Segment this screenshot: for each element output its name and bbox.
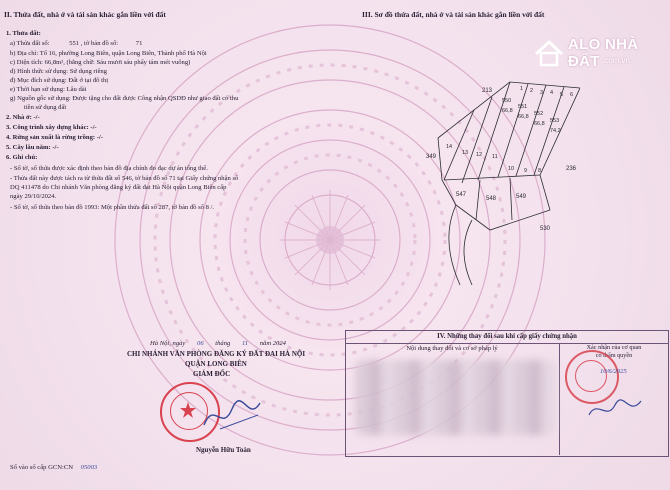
road-edge (449, 205, 460, 285)
parcel-area: c) Diện tích: 66,8m², (bằng chữ: Sáu mươi sáu phẩy tám mét vuông) (10, 59, 191, 66)
map-vertex: 2 (530, 88, 534, 94)
map-vertex: 4 (550, 90, 554, 96)
map-sheet-label: , tờ bản đồ số: (80, 40, 119, 47)
map-vertex: 1 (520, 86, 524, 92)
map-vertex: 8 (538, 168, 542, 174)
signer-title: GIÁM ĐỐC (193, 370, 231, 378)
date-month: 11 (241, 340, 249, 347)
parcel-divider (516, 85, 546, 176)
register-number (10, 464, 97, 471)
parcel-map (420, 70, 580, 290)
register-label: Số vào sổ cấp GCN:CN (10, 464, 74, 471)
map-boundary-bottom (456, 205, 550, 230)
register-value: 05003 (80, 464, 98, 471)
map-vertex: 13 (462, 150, 469, 156)
parcel-number-label: a) Thửa đất số: (10, 40, 50, 47)
notes-heading: 6. Ghi chú: (6, 154, 38, 161)
map-label: 74,2 (550, 128, 561, 134)
issue-date (150, 340, 286, 347)
parcel-number: 551 (69, 40, 80, 47)
issuing-office: CHI NHÁNH VĂN PHÒNG ĐĂNG KÝ ĐẤT ĐAI HÀ NỘI (127, 350, 306, 358)
map-vertex: 6 (570, 92, 574, 98)
date-day: 06 (197, 340, 204, 347)
house-heading: 2. Nhà ở: -/- (6, 114, 40, 121)
map-label: 553 (550, 118, 560, 124)
parcel-address: b) Địa chỉ: Tổ 16, phường Long Biên, quận Long Biên, Thành phố Hà Nội (10, 50, 207, 57)
changes-title: IV. Những thay đổi sau khi cấp giấy chứng nhận (346, 331, 668, 344)
map-label: 349 (426, 154, 437, 160)
authority-header-line-1: Xác nhận của cơ quan (586, 344, 642, 351)
use-form: d) Hình thức sử dụng: Sử dụng riêng (10, 68, 107, 75)
parcel-baseline (444, 175, 540, 180)
map-vertex: 12 (476, 152, 483, 158)
map-vertex: 14 (446, 144, 453, 150)
map-label: 551 (518, 104, 528, 110)
use-origin-cont: tiền sử dụng đất (24, 104, 67, 111)
map-label: 550 (502, 98, 512, 104)
change-stamp-inner (575, 360, 607, 392)
parcel-number-line (10, 40, 142, 47)
map-label: 213 (482, 88, 493, 94)
map-label: 66,8 (518, 114, 529, 120)
signer-name: Nguyễn Hữu Toàn (196, 446, 251, 454)
parcel-divider (462, 97, 492, 183)
map-label: 66,8 (534, 121, 545, 127)
map-vertex: 9 (524, 168, 528, 174)
map-sheet-number: 71 (135, 40, 143, 47)
issuing-district: QUẬN LONG BIÊN (185, 360, 247, 368)
map-vertex: 11 (492, 154, 498, 160)
note-2-line-2: DQ 411478 do Chi nhánh Văn phòng đăng ký đất đai Hà Nội quận Long Biên cấp (10, 184, 227, 191)
watermark-domain: .com.vn (602, 56, 631, 65)
date-year: 2024 (272, 340, 286, 347)
map-boundary-right (540, 88, 580, 210)
use-origin: g) Nguồn gốc sử dụng: Được tặng cho đất được Công nhận QSDĐ như giao đất có thu (10, 95, 239, 102)
map-label: 552 (534, 111, 544, 117)
date-year-label: năm (259, 340, 272, 347)
map-vertex: 5 (560, 92, 564, 98)
map-label: 547 (456, 192, 467, 198)
date-place: Hà Nội, ngày (150, 340, 186, 347)
parcel-divider (478, 82, 510, 180)
parcel-heading: 1. Thửa đất: (6, 30, 41, 37)
change-date: 10/6/2025 (600, 368, 627, 375)
map-label: 549 (516, 194, 527, 200)
map-vertex: 3 (540, 90, 544, 96)
parcel-divider (476, 180, 480, 220)
map-vertex: 10 (508, 166, 515, 172)
map-label: 66,8 (502, 108, 513, 114)
note-2-line-1: - Thửa đất này được tách ra từ thửa đất số 546, tờ bản đồ số 71 tại Giấy chứng nhận số (10, 175, 239, 182)
road-edge (464, 220, 472, 285)
construction-heading: 3. Công trình xây dựng khác: -/- (6, 124, 97, 131)
use-duration: e) Thời hạn sử dụng: Lâu dài (10, 86, 87, 93)
map-label: 236 (566, 166, 577, 172)
use-purpose: đ) Mục đích sử dụng: Đất ở tại đô thị (10, 77, 109, 84)
house-icon (532, 36, 566, 70)
note-2-line-3: ngày 29/10/2024. (10, 193, 57, 200)
watermark-brand: ALO NHÀ ĐẤT (568, 36, 639, 70)
signature-scribble (200, 395, 270, 435)
date-month-label: tháng (215, 340, 231, 347)
forest-heading: 4. Rừng sản xuất là rừng trồng: -/- (6, 134, 103, 141)
note-1: - Số tờ, số thửa được xác định theo bản đồ địa chính đo đạc dự án tổng thể. (10, 165, 208, 172)
map-label: 530 (540, 226, 551, 232)
redacted-content (355, 360, 555, 435)
section-iii-title: III. Sơ đồ thửa đất, nhà ở và tài sản khác gắn liền với đất (362, 10, 545, 19)
section-ii-title: II. Thửa đất, nhà ở và tài sản khác gắn liền với đất (4, 10, 166, 19)
watermark-logo (532, 34, 662, 72)
perennial-heading: 5. Cây lâu năm: -/- (6, 144, 59, 151)
authority-header-line-2: có thẩm quyền (595, 352, 633, 359)
change-signature (585, 395, 645, 423)
parcel-divider (510, 178, 512, 220)
change-content-header: Nội dung thay đổi và cơ sở pháp lý (406, 345, 498, 352)
note-3: - Số tờ, số thửa theo bản đồ 1993: Một phần thửa đất số 287, tờ bản đồ số 8 /. (10, 204, 215, 211)
map-label: 548 (486, 196, 497, 202)
